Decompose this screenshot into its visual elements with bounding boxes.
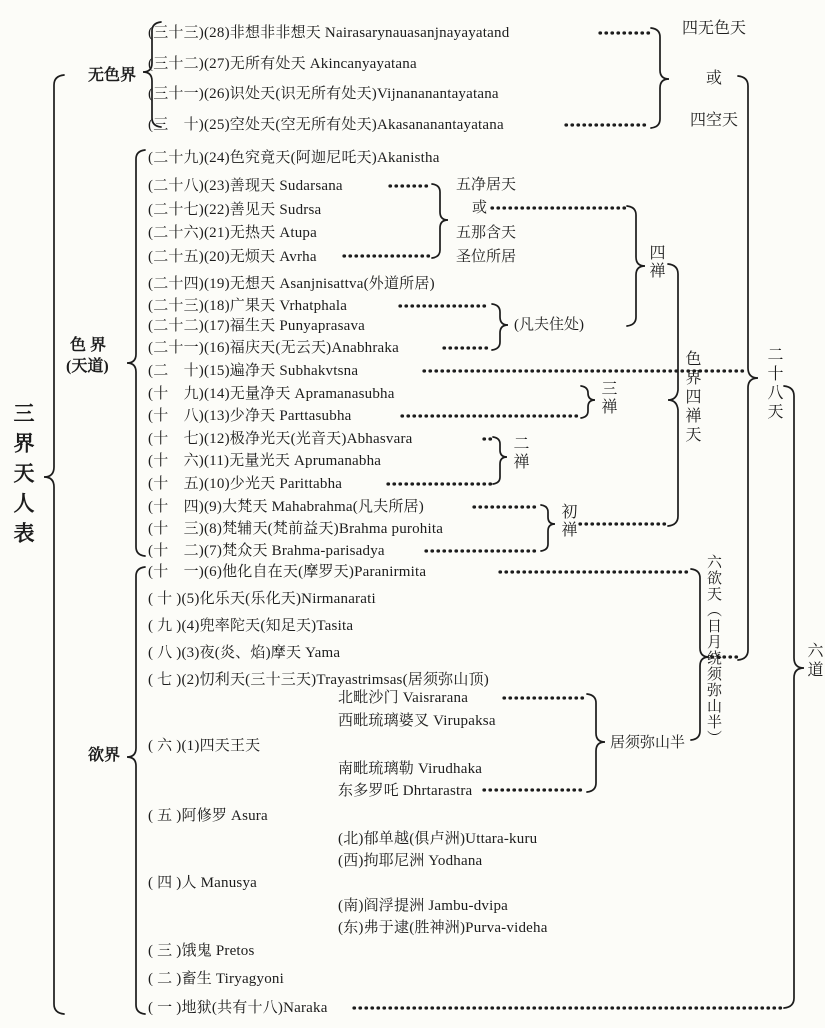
- brace-fourth-dhyana: [627, 206, 645, 326]
- label-four-empty-heavens: 四空天: [690, 112, 739, 129]
- heaven-row-26: (二十六)(21)无热天 Atupa: [148, 225, 317, 241]
- heavenly-king-row: 南毗琉璃勒 Virudhaka: [338, 761, 483, 777]
- heaven-row-13: (十 三)(8)梵辅天(梵前益天)Brahma purohita: [148, 521, 444, 537]
- heaven-row-12: (十 二)(7)梵众天 Brahma-parisadya: [148, 543, 385, 559]
- heaven-row-20: (二 十)(15)遍净天 Subhakvtsna: [148, 363, 359, 379]
- brace-first-dhyana: [541, 505, 555, 551]
- heaven-row-19: (十 九)(14)无量净天 Apramanasubha: [148, 386, 395, 402]
- label-five-anagamin: 五那含天: [456, 225, 517, 241]
- label-five-pure-abodes: 五净居天: [456, 177, 517, 193]
- label-meru-half: 居须弥山半: [610, 735, 686, 751]
- brace-desire-realm: [127, 567, 145, 1014]
- heaven-row-29: (二十九)(24)色究竟天(阿迦尼吒天)Akanistha: [148, 150, 440, 166]
- realm-label-formless: 无色界: [88, 67, 137, 84]
- heaven-row-8: ( 八 )(3)夜(炎、焰)摩天 Yama: [148, 645, 341, 661]
- heaven-row-5: ( 五 )阿修罗 Asura: [148, 808, 268, 824]
- brace-twenty-eight-heavens: [738, 76, 758, 660]
- heaven-row-7: ( 七 )(2)忉利天(三十三天)Trayastrimsas(居须弥山顶): [148, 672, 489, 688]
- heaven-row-31: (三十一)(26)识处天(识无所有处天)Vijnananantayatana: [148, 86, 499, 102]
- heaven-row-1: ( 一 )地狱(共有十八)Naraka: [148, 1000, 328, 1016]
- heaven-row-32: (三十二)(27)无所有处天 Akincanyayatana: [148, 56, 417, 72]
- heaven-row-4: ( 四 )人 Manusya: [148, 875, 258, 891]
- label-third-dhyana: 三禅: [599, 380, 616, 416]
- brace-form-realm-four-dhyana: [668, 264, 678, 526]
- label-holy-abode: 圣位所居: [456, 249, 517, 265]
- heaven-row-10: ( 十 )(5)化乐天(乐化天)Nirmanarati: [148, 591, 376, 607]
- label-four-formless-heavens: 四无色天: [682, 20, 747, 37]
- label-form-realm-four-dhyana: 色界四禅天: [683, 350, 700, 445]
- heaven-row-11: (十 一)(6)他化自在天(摩罗天)Paranirmita: [148, 564, 427, 580]
- heaven-row-27: (二十七)(22)善见天 Sudrsa: [148, 202, 322, 218]
- brace-ordinary-abode: [492, 304, 508, 350]
- label-ordinary-abode: (凡夫住处): [514, 317, 584, 333]
- heaven-row-22: (二十二)(17)福生天 Punyaprasava: [148, 318, 366, 334]
- brace-three-realms: [44, 75, 64, 1014]
- heaven-row-28: (二十八)(23)善现天 Sudarsana: [148, 178, 343, 194]
- continent-row: (东)弗于逮(胜神洲)Purva-videha: [338, 920, 548, 936]
- label-six-paths: 六道: [805, 642, 822, 680]
- continent-row: (北)郁单越(俱卢洲)Uttara-kuru: [338, 831, 538, 847]
- heavenly-king-row: 北毗沙门 Vaisrarana: [338, 690, 469, 706]
- brace-third-dhyana: [581, 386, 595, 418]
- heavenly-king-row: 西毗琉璃婆叉 Virupaksa: [338, 713, 496, 729]
- heaven-row-14: (十 四)(9)大梵天 Mahabrahma(凡夫所居): [148, 499, 424, 515]
- heaven-row-33: (三十三)(28)非想非非想天 Nairasarynauasanjnayayatand: [148, 25, 510, 41]
- continent-row: (西)拘耶尼洲 Yodhana: [338, 853, 483, 869]
- heaven-row-2: ( 二 )畜生 Tiryagyoni: [148, 971, 284, 987]
- heaven-row-24: (二十四)(19)无想天 Asanjnisattva(外道所居): [148, 276, 435, 292]
- label-five-pure-or: 或: [472, 200, 488, 216]
- heaven-row-25: (二十五)(20)无烦天 Avrha: [148, 249, 317, 265]
- brace-six-paths: [784, 386, 804, 1008]
- heaven-row-30: (三 十)(25)空处天(空无所有处天)Akasananantayatana: [148, 117, 504, 133]
- brace-five-pure-abodes: [432, 184, 448, 258]
- brace-four-kings: [587, 694, 605, 792]
- brace-four-formless-heavens: [651, 28, 669, 128]
- heaven-row-9: ( 九 )(4)兜率陀天(知足天)Tasita: [148, 618, 354, 634]
- heaven-row-18: (十 八)(13)少净天 Parttasubha: [148, 408, 352, 424]
- heaven-row-6: ( 六 )(1)四天王天: [148, 738, 261, 754]
- brace-form-realm: [127, 150, 145, 556]
- label-twenty-eight-heavens: 二十八天: [765, 346, 782, 422]
- heaven-row-15: (十 五)(10)少光天 Parittabha: [148, 476, 343, 492]
- continent-row: (南)阎浮提洲 Jambu-dvipa: [338, 898, 509, 914]
- heaven-row-23: (二十三)(18)广果天 Vrhatphala: [148, 298, 348, 314]
- heaven-row-17: (十 七)(12)极净光天(光音天)Abhasvara: [148, 431, 413, 447]
- heavenly-king-row: 东多罗吒 Dhrtarastra: [338, 783, 473, 799]
- diagram-title: 三界天人表: [11, 402, 35, 552]
- realm-label-form-line2: (天道): [66, 358, 109, 375]
- label-four-formless-or: 或: [706, 70, 723, 87]
- heaven-row-16: (十 六)(11)无量光天 Aprumanabha: [148, 453, 382, 469]
- label-first-dhyana: 初禅: [559, 503, 576, 539]
- realm-label-desire: 欲界: [88, 747, 121, 764]
- label-six-desire-heavens: 六欲天（日月绕须弥山半）: [705, 554, 721, 746]
- brace-second-dhyana: [493, 437, 507, 484]
- heaven-row-21: (二十一)(16)福庆天(无云天)Anabhraka: [148, 340, 399, 356]
- realm-label-form-line1: 色 界: [70, 337, 107, 354]
- label-second-dhyana: 二禅: [511, 435, 528, 471]
- heaven-row-3: ( 三 )饿鬼 Pretos: [148, 943, 255, 959]
- label-fourth-dhyana: 四禅: [647, 244, 664, 280]
